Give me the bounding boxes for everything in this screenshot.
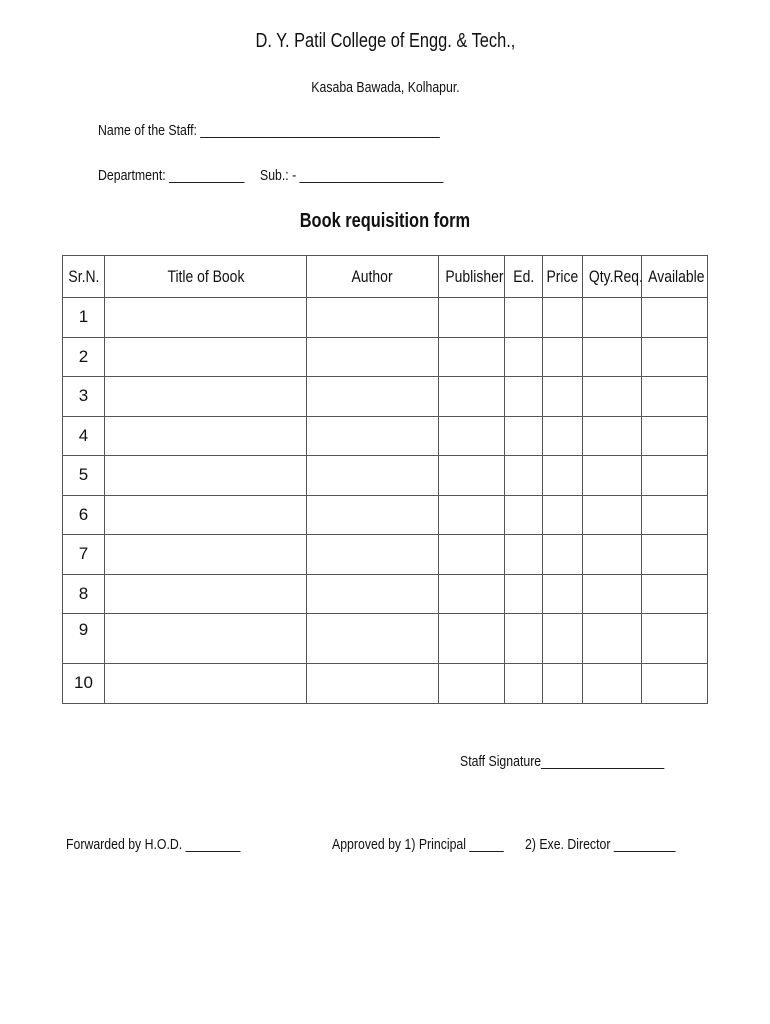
cell-author[interactable] (307, 664, 439, 704)
row-number: 6 (63, 495, 105, 535)
cell-price[interactable] (543, 574, 583, 614)
cell-publisher[interactable] (439, 416, 505, 456)
cell-price[interactable] (543, 614, 583, 664)
cell-title[interactable] (105, 535, 307, 575)
row-number: 9 (63, 614, 105, 664)
cell-author[interactable] (307, 535, 439, 575)
cell-qty[interactable] (583, 337, 642, 377)
department-field[interactable] (98, 167, 276, 184)
cell-publisher[interactable] (439, 614, 505, 664)
cell-available[interactable] (642, 664, 708, 704)
cell-author[interactable] (307, 416, 439, 456)
cell-available[interactable] (642, 416, 708, 456)
row-number: 8 (63, 574, 105, 614)
row-number: 1 (63, 298, 105, 338)
staff-name-label: Name of the Staff: ___________________________________ (98, 122, 440, 139)
cell-title[interactable] (105, 495, 307, 535)
form-title-text: Book requisition form (299, 210, 471, 232)
table-row (63, 377, 708, 417)
row-number: 5 (63, 456, 105, 496)
cell-available[interactable] (642, 298, 708, 338)
college-address (0, 79, 770, 96)
cell-qty[interactable] (583, 574, 642, 614)
cell-publisher[interactable] (439, 535, 505, 575)
exe-director-field[interactable] (525, 836, 708, 853)
header-title-text: Title of Book (167, 266, 244, 286)
cell-qty[interactable] (583, 377, 642, 417)
cell-title[interactable] (105, 574, 307, 614)
college-address-text: Kasaba Bawada, Kolhapur. (310, 79, 460, 96)
table-row (63, 495, 708, 535)
header-price-text: Price (546, 266, 579, 286)
exe-director-label: 2) Exe. Director _________ (525, 836, 676, 853)
cell-qty[interactable] (583, 456, 642, 496)
cell-edition[interactable] (505, 416, 543, 456)
header-publisher (439, 256, 505, 298)
cell-price[interactable] (543, 337, 583, 377)
cell-edition[interactable] (505, 456, 543, 496)
subject-label: Sub.: - _____________________ (260, 167, 444, 184)
cell-title[interactable] (105, 416, 307, 456)
cell-price[interactable] (543, 298, 583, 338)
header-author-text: Author (351, 266, 394, 286)
table-row (63, 456, 708, 496)
cell-available[interactable] (642, 337, 708, 377)
cell-edition[interactable] (505, 535, 543, 575)
cell-publisher[interactable] (439, 495, 505, 535)
college-name-text: D. Y. Patil College of Engg. & Tech., (255, 30, 515, 52)
cell-available[interactable] (642, 535, 708, 575)
cell-qty[interactable] (583, 535, 642, 575)
table-row (63, 535, 708, 575)
header-qty (583, 256, 642, 298)
cell-title[interactable] (105, 337, 307, 377)
cell-edition[interactable] (505, 377, 543, 417)
cell-author[interactable] (307, 614, 439, 664)
header-author (307, 256, 439, 298)
cell-edition[interactable] (505, 664, 543, 704)
cell-title[interactable] (105, 456, 307, 496)
forwarded-by-hod-field[interactable] (66, 836, 279, 853)
header-publisher-text: Publisher (445, 266, 504, 286)
book-requisition-table (62, 255, 708, 704)
table-row (63, 614, 708, 664)
cell-available[interactable] (642, 574, 708, 614)
header-title (105, 256, 307, 298)
subject-field[interactable] (260, 167, 484, 184)
table-row (63, 337, 708, 377)
header-qty-text: Qty.Req. (588, 266, 643, 286)
cell-title[interactable] (105, 298, 307, 338)
cell-edition[interactable] (505, 574, 543, 614)
cell-edition[interactable] (505, 337, 543, 377)
cell-price[interactable] (543, 416, 583, 456)
cell-available[interactable] (642, 377, 708, 417)
cell-author[interactable] (307, 456, 439, 496)
approved-by-principal-field[interactable] (332, 836, 541, 853)
cell-qty[interactable] (583, 614, 642, 664)
cell-edition[interactable] (505, 298, 543, 338)
forwarded-by-hod-label: Forwarded by H.O.D. ________ (66, 836, 241, 853)
cell-price[interactable] (543, 377, 583, 417)
table-row (63, 416, 708, 456)
row-number: 3 (63, 377, 105, 417)
college-name (0, 30, 770, 53)
table-header-row (63, 256, 708, 298)
form-title (0, 210, 770, 233)
cell-author[interactable] (307, 574, 439, 614)
cell-author[interactable] (307, 298, 439, 338)
cell-price[interactable] (543, 535, 583, 575)
cell-publisher[interactable] (439, 377, 505, 417)
cell-title[interactable] (105, 377, 307, 417)
header-available-text: Available (648, 266, 705, 286)
cell-qty[interactable] (583, 495, 642, 535)
cell-publisher[interactable] (439, 574, 505, 614)
table-row (63, 574, 708, 614)
header-srno-text: Sr.N. (67, 266, 99, 286)
header-edition-text: Ed. (513, 266, 534, 286)
row-number: 7 (63, 535, 105, 575)
staff-name-field[interactable] (98, 122, 515, 139)
cell-publisher[interactable] (439, 337, 505, 377)
cell-author[interactable] (307, 495, 439, 535)
header-available (642, 256, 708, 298)
table-row (63, 664, 708, 704)
header-srno (63, 256, 105, 298)
cell-qty[interactable] (583, 664, 642, 704)
cell-price[interactable] (543, 664, 583, 704)
cell-edition[interactable] (505, 495, 543, 535)
table-row (63, 298, 708, 338)
row-number: 2 (63, 337, 105, 377)
cell-title[interactable] (105, 614, 307, 664)
cell-price[interactable] (543, 495, 583, 535)
cell-edition[interactable] (505, 614, 543, 664)
cell-publisher[interactable] (439, 664, 505, 704)
cell-price[interactable] (543, 456, 583, 496)
cell-title[interactable] (105, 664, 307, 704)
header-edition (505, 256, 543, 298)
cell-author[interactable] (307, 337, 439, 377)
approved-by-principal-label: Approved by 1) Principal _____ (332, 836, 504, 853)
staff-signature-field[interactable] (460, 753, 709, 770)
row-number: 4 (63, 416, 105, 456)
cell-publisher[interactable] (439, 298, 505, 338)
cell-available[interactable] (642, 495, 708, 535)
department-label: Department: ___________ (98, 167, 245, 184)
cell-qty[interactable] (583, 298, 642, 338)
row-number: 10 (63, 664, 105, 704)
cell-publisher[interactable] (439, 456, 505, 496)
cell-available[interactable] (642, 614, 708, 664)
staff-signature-label: Staff Signature__________________ (460, 753, 665, 770)
header-price (543, 256, 583, 298)
cell-qty[interactable] (583, 416, 642, 456)
cell-author[interactable] (307, 377, 439, 417)
cell-available[interactable] (642, 456, 708, 496)
